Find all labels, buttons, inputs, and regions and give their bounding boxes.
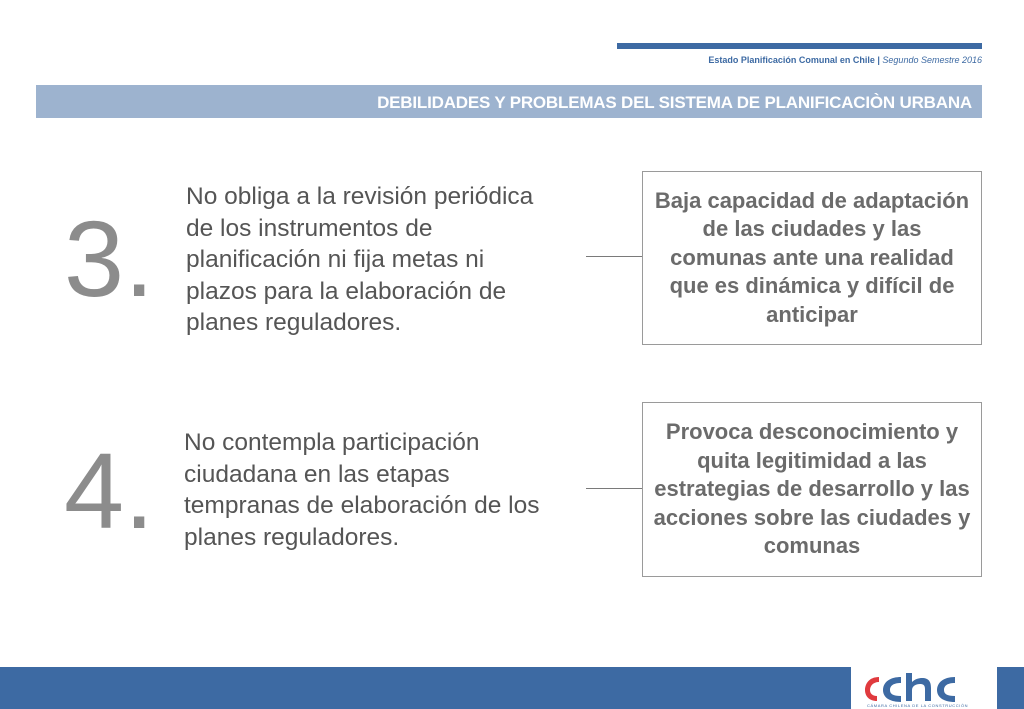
cchc-logo <box>851 667 997 709</box>
section-title: DEBILIDADES Y PROBLEMAS DEL SISTEMA DE PLANIFICACIÒN URBANA <box>377 93 972 112</box>
connector-line <box>586 488 643 489</box>
item-description: No contempla participación ciudadana en las etapas tempranas de elaboración de los planes reguladores. <box>184 429 540 551</box>
consequence-text: Provoca desconocimiento y quita legitimidad a las estrategias de desarrollo y las acciones sobre las ciudades y comunas <box>653 419 971 559</box>
header-separator: | <box>874 55 883 65</box>
document-header <box>708 55 982 65</box>
section-title-band <box>36 85 982 118</box>
document-period: Segundo Semestre 2016 <box>882 55 982 65</box>
consequence-box <box>642 171 982 345</box>
item-number: 3. <box>64 198 155 319</box>
document-title: Estado Planificación Comunal en Chile <box>708 55 875 65</box>
header-rule <box>617 43 982 49</box>
consequence-box <box>642 402 982 577</box>
logo-caption: CÁMARA CHILENA DE LA CONSTRUCCIÓN <box>867 703 969 708</box>
consequence-text: Baja capacidad de adaptación de las ciudades y las comunas ante una realidad que es dinámica y difícil de anticipar <box>654 187 970 327</box>
item-description: No obliga a la revisión periódica de los instrumentos de planificación ni fija metas ni plazos para la elaboración de planes reguladores. <box>186 183 534 336</box>
connector-line <box>586 256 643 257</box>
item-number: 4. <box>64 430 155 551</box>
